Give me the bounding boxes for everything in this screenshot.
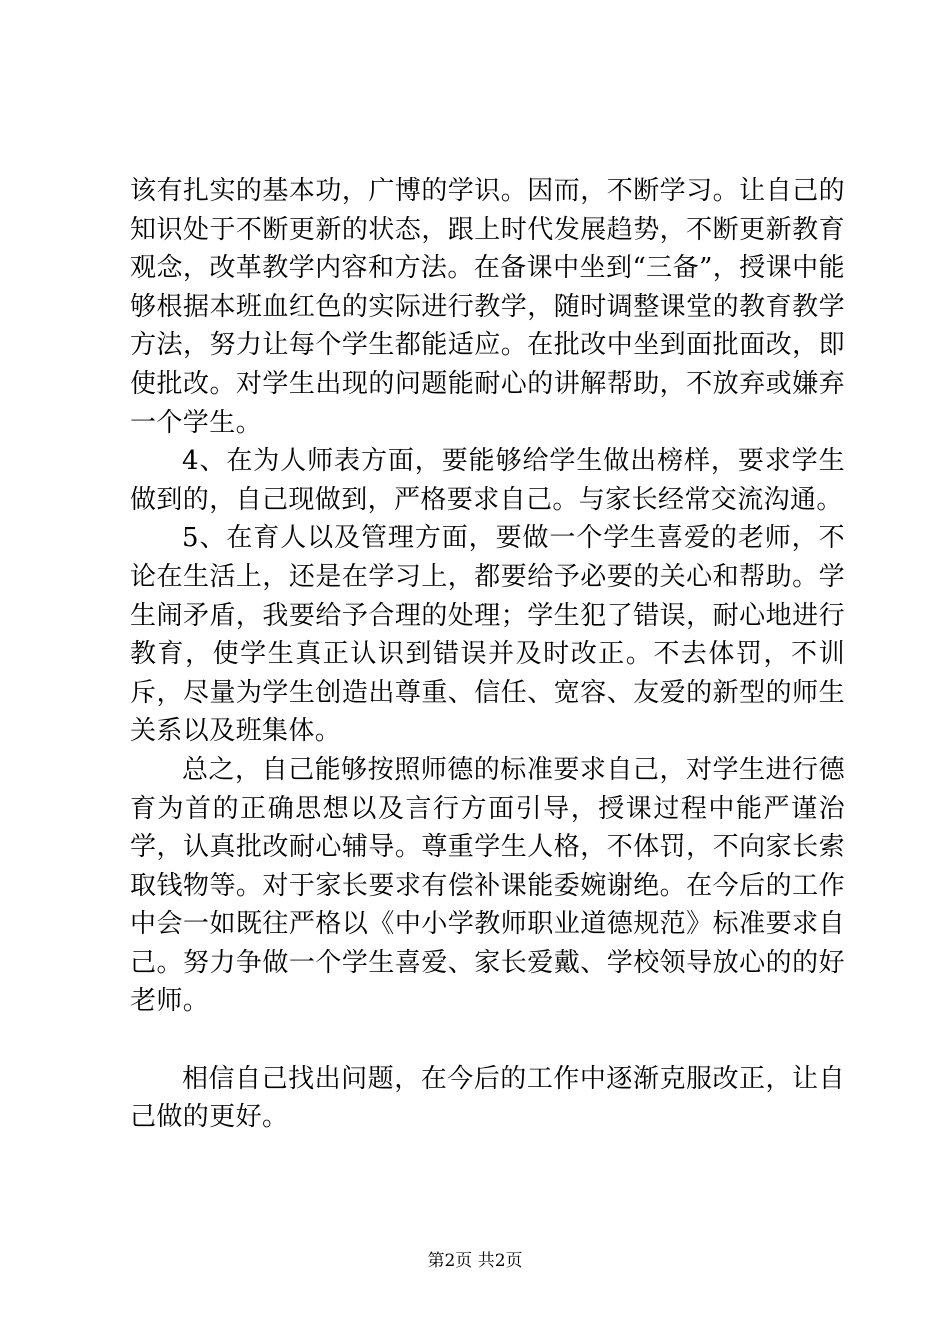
paragraph-spacer xyxy=(130,1021,845,1060)
paragraph-item-5: 5、在育人以及管理方面，要做一个学生喜爱的老师，不论在生活上，还是在学习上，都要给予必要的关心和帮助。学生闹矛盾，我要给予合理的处理；学生犯了错误，耐心地进行教育，使学生真正认识到错误并及时改正。不去体罚，不训斥，尽量为学生创造出尊重、信任、宽容、友爱的新型的师生关系以及班集体。 xyxy=(130,523,845,747)
document-body xyxy=(130,172,845,1137)
paragraph-item-4: 4、在为人师表方面，要能够给学生做出榜样，要求学生做到的，自己现做到，严格要求自己。与家长经常交流沟通。 xyxy=(130,446,845,515)
page-number-footer: 第2页 共2页 xyxy=(427,1251,523,1271)
paragraph-summary: 总之，自己能够按照师德的标准要求自己，对学生进行德育为首的正确思想以及言行方面引导，授课过程中能严谨治学，认真批改耐心辅导。尊重学生人格，不体罚，不向家长索取钱物等。对于家长要求有偿补课能委婉谢绝。在今后的工作中会一如既往严格以《中小学教师职业道德规范》标准要求自己。努力争做一个学生喜爱、家长爱戴、学校领导放心的的好老师。 xyxy=(130,754,845,1017)
paragraph-continued: 该有扎实的基本功，广博的学识。因而，不断学习。让自己的知识处于不断更新的状态，跟上时代发展趋势，不断更新教育观念，改革教学内容和方法。在备课中坐到“三备”，授课中能够根据本班血红色的实际进行教学，随时调整课堂的教育教学方法，努力让每个学生都能适应。在批改中坐到面批面改，即使批改。对学生出现的问题能耐心的讲解帮助，不放弃或嫌弃一个学生。 xyxy=(130,176,845,438)
paragraph-closing: 相信自己找出问题，在今后的工作中逐渐克服改正，让自己做的更好。 xyxy=(130,1063,845,1133)
